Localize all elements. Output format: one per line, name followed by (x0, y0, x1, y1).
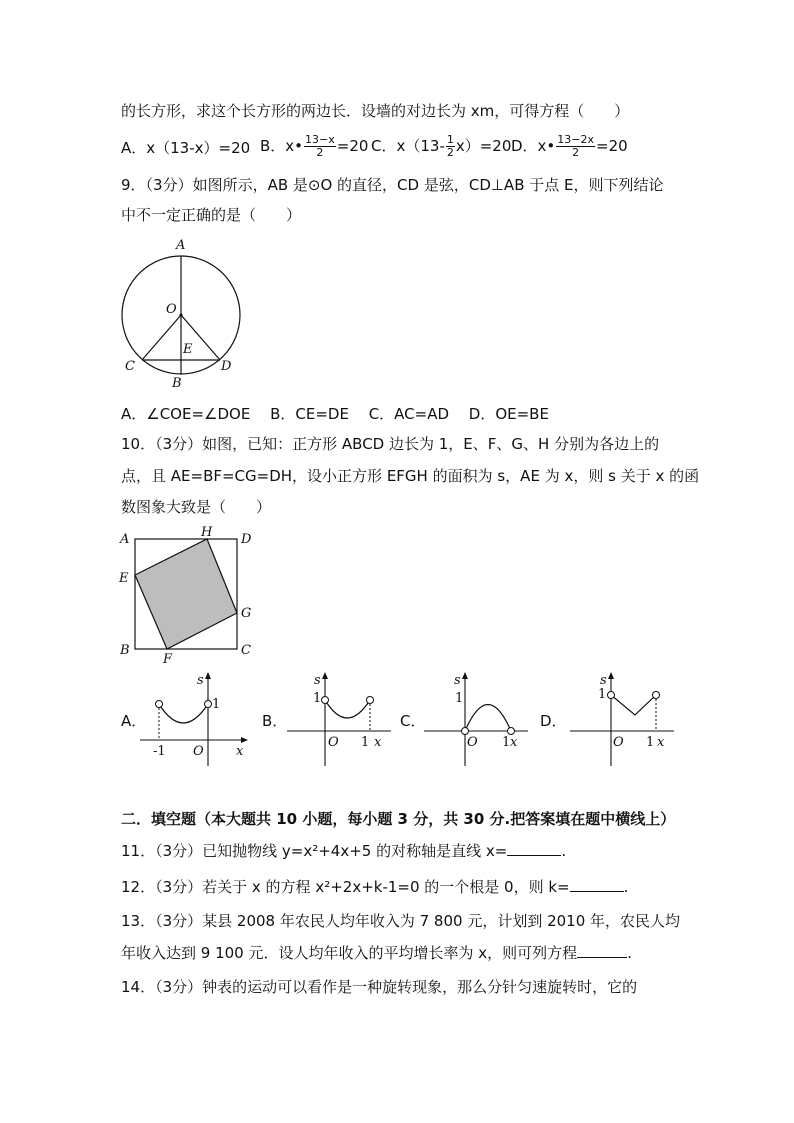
q8-option-d-prefix: D．x• (511, 137, 556, 155)
q10-stem-line3: 数图象大致是（ ） (121, 498, 272, 516)
q14-line1: 14．（3分）钟表的运动可以看作是一种旋转现象，那么分针匀速旋转时，它的 (121, 978, 638, 996)
open-point-right (508, 728, 515, 735)
q10-option-c-label: C． (400, 712, 426, 730)
q8-stem-tail: 的长方形，求这个长方形的两边长．设墙的对边长为 xm，可得方程（ ） (121, 102, 630, 120)
label-d: D (241, 532, 252, 547)
q13-line2 (121, 942, 632, 964)
open-point-left (156, 701, 163, 708)
label-one-x: 1 (502, 735, 511, 750)
q8-option-b-prefix: B．x• (260, 137, 304, 155)
q10-graph-d (568, 670, 678, 770)
fraction-denominator: 2 (316, 146, 324, 159)
curve (465, 705, 511, 732)
curve (159, 704, 208, 723)
y-axis-arrow (608, 672, 614, 679)
fraction-numerator: 13−2x (557, 133, 595, 146)
center-dot (180, 314, 183, 317)
q10-option-a-label: A． (121, 712, 147, 730)
open-point-right (205, 701, 212, 708)
label-g: G (241, 606, 252, 621)
label-o: O (467, 735, 478, 750)
q8-option-c-fraction (446, 134, 455, 159)
label-one-x: 1 (361, 735, 370, 750)
label-e: E (183, 342, 193, 357)
segment-oc (142, 315, 181, 360)
open-point-right (653, 692, 660, 699)
q8-option-c (371, 134, 511, 159)
label-neg-one: -1 (153, 744, 166, 759)
label-f: F (163, 652, 173, 667)
q8-option-b (260, 134, 368, 159)
fraction-numerator: 13−x (305, 133, 335, 146)
q12-answer-blank[interactable] (570, 877, 624, 892)
label-e: E (119, 571, 129, 586)
q13-answer-blank[interactable] (577, 943, 627, 958)
label-b: B (120, 643, 130, 658)
label-one: 1 (455, 691, 464, 706)
x-axis-arrow (241, 737, 248, 743)
q11-answer-blank[interactable] (507, 841, 561, 856)
label-one: 1 (212, 697, 221, 712)
q8-option-c-suffix: x）=20 (455, 137, 512, 155)
square-efgh (135, 539, 237, 649)
label-one: 1 (598, 687, 607, 702)
open-point-left (608, 692, 615, 699)
label-o: O (613, 735, 624, 750)
label-s: s (600, 673, 607, 688)
label-one: 1 (313, 691, 322, 706)
fraction-denominator: 2 (572, 146, 580, 159)
q9-circle-figure (115, 236, 255, 396)
q10-square-figure (115, 527, 265, 667)
q10-option-d-label: D． (540, 712, 567, 730)
q13-text: 年收入达到 9 100 元．设人均年收入的平均增长率为 x，则可列方程 (121, 944, 578, 962)
label-o: O (166, 302, 177, 317)
label-b: B (172, 376, 182, 391)
q10-stem-line2: 点，且 AE=BF=CG=DH，设小正方形 EFGH 的面积为 s，AE 为 x，则 s 关于 x 的函 (121, 467, 700, 485)
q13-line1: 13．（3分）某县 2008 年农民人均年收入为 7 800 元，计划到 2010 年，农民人均 (121, 912, 681, 930)
q10-graph-c (422, 670, 532, 770)
y-axis-arrow (462, 672, 468, 679)
label-x: x (374, 735, 382, 750)
q9-stem-line2: 中不一定正确的是（ ） (121, 206, 302, 224)
y-axis-arrow (205, 672, 211, 679)
open-point-right (367, 697, 374, 704)
q12 (121, 876, 628, 898)
q10-option-b-label: B． (262, 712, 288, 730)
label-d: D (221, 359, 232, 374)
q12-text: 12．（3分）若关于 x 的方程 x²+2x+k-1=0 的一个根是 0，则 k= (121, 878, 570, 896)
label-s: s (314, 673, 321, 688)
label-o: O (193, 744, 204, 759)
label-x: x (510, 735, 518, 750)
curve (611, 695, 656, 715)
label-s: s (197, 673, 204, 688)
q12-period: . (623, 878, 629, 896)
open-point-left (462, 728, 469, 735)
label-one-x: 1 (646, 735, 655, 750)
q8-option-d (511, 134, 628, 159)
q8-option-b-suffix: =20 (336, 137, 369, 155)
label-c: C (125, 359, 135, 374)
fraction-numerator: 1 (446, 133, 454, 146)
q10-stem-line1: 10．（3分）如图，已知：正方形 ABCD 边长为 1，E、F、G、H 分别为各边上的 (121, 435, 660, 453)
q8-option-a: A．x（13-x）=20 (121, 139, 251, 157)
q13-period: . (627, 944, 632, 962)
q10-graph-a (138, 670, 258, 770)
q11-period: . (561, 842, 567, 860)
q11-text: 11．（3分）已知抛物线 y=x²+4x+5 的对称轴是直线 x= (121, 842, 508, 860)
q9-stem-line1: 9．（3分）如图所示，AB 是⊙O 的直径，CD 是弦，CD⊥AB 于点 E，则下列结论 (121, 176, 664, 194)
label-c: C (241, 643, 251, 658)
y-axis-arrow (322, 672, 328, 679)
label-a: A (176, 238, 186, 253)
label-x: x (657, 735, 665, 750)
q9-options: A．∠COE=∠DOE B．CE=DE C．AC=AD D．OE=BE (121, 405, 549, 423)
section-2-heading: 二．填空题（本大题共 10 小题，每小题 3 分，共 30 分.把答案填在题中横线上） (121, 810, 676, 828)
q8-option-d-fraction (556, 134, 595, 159)
label-a: A (120, 532, 130, 547)
label-s: s (454, 673, 461, 688)
q11 (121, 840, 566, 862)
q10-graph-b (285, 670, 395, 770)
label-h: H (201, 525, 213, 540)
curve (325, 700, 370, 718)
q8-option-d-suffix: =20 (596, 137, 628, 155)
label-x: x (236, 744, 244, 759)
open-point-left (322, 697, 329, 704)
fraction-denominator: 2 (446, 146, 454, 159)
q8-option-b-fraction (304, 134, 336, 159)
q8-option-c-prefix: C．x（13- (371, 137, 445, 155)
label-o: O (328, 735, 339, 750)
